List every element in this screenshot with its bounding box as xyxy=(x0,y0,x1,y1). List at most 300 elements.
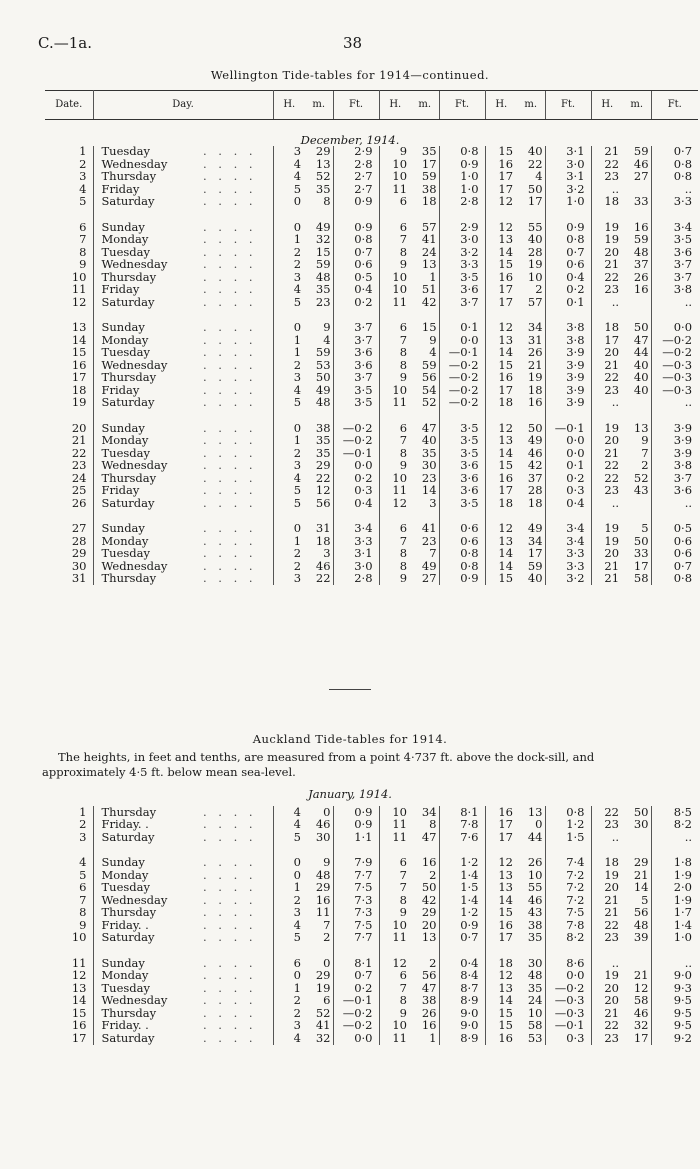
date-cell: 10 xyxy=(45,932,93,945)
tide-minute: 48 xyxy=(315,869,331,882)
tide-hour: 13 xyxy=(498,535,514,548)
tide-minute: 39 xyxy=(633,931,649,944)
auckland-month-heading: January, 1914. xyxy=(308,787,392,801)
tide-height: 7·5 xyxy=(545,907,591,920)
tide-minute: 41 xyxy=(315,1019,331,1032)
tide-hour: 4 xyxy=(293,1032,301,1045)
tide-minute: 33 xyxy=(633,195,649,208)
tide-hour: 7 xyxy=(399,869,407,882)
tide-height: 2·7 xyxy=(333,183,379,196)
leader-dots: . . . . xyxy=(201,919,273,932)
group-spacer xyxy=(45,510,698,523)
tide-row xyxy=(45,869,698,882)
tide-minute: 55 xyxy=(527,881,543,894)
tide-minute: 56 xyxy=(315,497,331,510)
tide-height: 3·6 xyxy=(651,246,698,259)
tide-height: 0·8 xyxy=(545,234,591,247)
tide-minute: 41 xyxy=(421,522,437,535)
tide-height: 1·1 xyxy=(333,831,379,844)
tide-hour: 4 xyxy=(293,919,301,932)
day-cell: Tuesday xyxy=(101,881,150,894)
tide-row xyxy=(45,857,698,870)
tide-minute: 19 xyxy=(315,982,331,995)
tide-height: 3·6 xyxy=(333,347,379,360)
tide-hour: 7 xyxy=(399,233,408,246)
tide-minute: 4 xyxy=(323,334,331,347)
tide-hour: 11 xyxy=(392,1032,407,1045)
tide-height: 0·8 xyxy=(439,560,485,573)
tide-hour: 22 xyxy=(604,371,620,384)
tide-height: 0·6 xyxy=(439,523,485,536)
tide-height: .. xyxy=(651,957,698,970)
day-cell: Sunday xyxy=(101,221,145,234)
tide-minute: 48 xyxy=(633,246,649,259)
tide-hour: 11 xyxy=(392,396,408,409)
tide-height: 0·0 xyxy=(545,435,591,448)
leader-dots: . . . . xyxy=(201,158,273,171)
day-cell: Wednesday xyxy=(101,258,168,271)
tide-height: 0·4 xyxy=(439,957,485,970)
tide-height: —0·2 xyxy=(545,982,591,995)
tide-hour: 12 xyxy=(498,969,513,982)
tide-height: 0·2 xyxy=(545,284,591,297)
tide-minute: 58 xyxy=(527,1019,543,1032)
tide-height: 3·7 xyxy=(651,259,698,272)
tide-hour: 2 xyxy=(293,258,302,271)
tide-row xyxy=(45,359,698,372)
date-cell: 14 xyxy=(45,995,93,1008)
day-cell: Friday. . xyxy=(101,919,149,932)
day-cell: Tuesday xyxy=(101,246,150,259)
tide-height: 7·2 xyxy=(545,869,591,882)
day-cell: Friday xyxy=(101,283,140,296)
tide-hour: 10 xyxy=(392,1019,407,1032)
leader-dots: . . . . xyxy=(201,171,273,184)
tide-height: 8·2 xyxy=(651,819,698,832)
tide-hour: 1 xyxy=(293,535,302,548)
tide-hour: 21 xyxy=(604,145,620,158)
leader-dots: . . . . xyxy=(201,1032,273,1045)
tide-height: 0·5 xyxy=(651,523,698,536)
tide-height: —0·2 xyxy=(333,422,379,435)
tide-minute: 6 xyxy=(323,994,331,1007)
tide-hour: 13 xyxy=(498,434,514,447)
tide-height: 3·0 xyxy=(439,234,485,247)
date-cell: 13 xyxy=(45,982,93,995)
tide-minute: 31 xyxy=(527,334,543,347)
tide-hour: 15 xyxy=(498,145,514,158)
tide-hour: 10 xyxy=(392,384,408,397)
tide-minute: 48 xyxy=(315,396,331,409)
tide-height: 1·2 xyxy=(439,857,485,870)
tide-minute: 18 xyxy=(527,384,543,397)
tide-hour: .. xyxy=(611,831,619,844)
tide-minute: 35 xyxy=(315,447,331,460)
tide-height: 2·7 xyxy=(333,171,379,184)
tide-minute: 50 xyxy=(527,183,543,196)
col-h-header: H. xyxy=(591,91,623,120)
tide-height: 0·9 xyxy=(333,196,379,209)
tide-height: 1·8 xyxy=(651,857,698,870)
tide-height: 0·9 xyxy=(333,806,379,819)
day-cell: Monday xyxy=(101,434,149,447)
tide-height: 3·7 xyxy=(333,372,379,385)
tide-hour: 9 xyxy=(399,145,408,158)
day-cell: Monday xyxy=(101,233,149,246)
tide-hour: 0 xyxy=(293,221,302,234)
tide-hour: 19 xyxy=(604,969,619,982)
tide-minute: 26 xyxy=(633,271,649,284)
tide-row xyxy=(45,1032,698,1045)
tide-minute: 52 xyxy=(421,396,437,409)
tide-height: 7·3 xyxy=(333,907,379,920)
tide-hour: 15 xyxy=(498,906,513,919)
col-day-header: Day. xyxy=(93,91,273,120)
tide-minute: 49 xyxy=(527,434,543,447)
day-cell: Saturday xyxy=(101,396,155,409)
leader-dots: . . . . xyxy=(201,894,273,907)
tide-height: —0·3 xyxy=(651,384,698,397)
tide-hour: 2 xyxy=(293,894,301,907)
day-cell: Wednesday xyxy=(101,359,168,372)
tide-minute: 19 xyxy=(527,258,543,271)
tide-row xyxy=(45,548,698,561)
leader-dots: . . . . xyxy=(201,435,273,448)
tide-minute: 48 xyxy=(527,969,543,982)
tide-minute xyxy=(623,497,651,510)
tide-hour: 23 xyxy=(604,283,620,296)
tide-height: 7·8 xyxy=(545,919,591,932)
tide-hour: 17 xyxy=(498,170,514,183)
tide-minute: 23 xyxy=(315,296,331,309)
tide-hour: 14 xyxy=(498,447,514,460)
tide-hour: 18 xyxy=(498,396,514,409)
tide-height: 9·5 xyxy=(651,1007,698,1020)
tide-minute: 32 xyxy=(633,1019,649,1032)
tide-minute: 37 xyxy=(633,258,649,271)
tide-hour: 15 xyxy=(498,1007,513,1020)
tide-height: 0·3 xyxy=(545,485,591,498)
col-h-header: H. xyxy=(485,91,517,120)
day-cell: Wednesday xyxy=(101,560,168,573)
tide-row xyxy=(45,806,698,819)
tide-hour: 7 xyxy=(399,881,407,894)
tide-hour: 0 xyxy=(293,969,301,982)
tide-height: —0·2 xyxy=(439,397,485,410)
tide-hour: 10 xyxy=(392,158,408,171)
tide-height: 9·0 xyxy=(439,1020,485,1033)
tide-minute: 17 xyxy=(421,158,437,171)
tide-height: 0·6 xyxy=(545,259,591,272)
date-cell: 24 xyxy=(45,472,93,485)
date-cell: 4 xyxy=(45,857,93,870)
tide-hour: 4 xyxy=(293,170,302,183)
tide-height: 3·7 xyxy=(333,322,379,335)
tide-height: 1·0 xyxy=(545,196,591,209)
tide-row xyxy=(45,372,698,385)
tide-minute: 46 xyxy=(527,894,543,907)
tide-height: 7·6 xyxy=(439,831,485,844)
tide-height: 0·0 xyxy=(333,460,379,473)
group-spacer xyxy=(45,409,698,422)
tide-height: 8·7 xyxy=(439,982,485,995)
tide-hour: 22 xyxy=(604,1019,619,1032)
tide-minute: 0 xyxy=(535,818,543,831)
tide-height: 0·7 xyxy=(333,246,379,259)
tide-height: 0·3 xyxy=(333,485,379,498)
tide-row xyxy=(45,497,698,510)
tide-hour: 21 xyxy=(604,560,620,573)
tide-minute: 34 xyxy=(421,806,437,819)
tide-height: 3·3 xyxy=(545,560,591,573)
tide-hour: 16 xyxy=(498,472,514,485)
tide-minute: 13 xyxy=(527,806,543,819)
tide-minute: 19 xyxy=(527,371,543,384)
tide-hour: 0 xyxy=(293,522,302,535)
tide-minute: 40 xyxy=(527,233,543,246)
day-cell: Tuesday xyxy=(101,447,150,460)
tide-minute: 49 xyxy=(527,522,543,535)
tide-hour: 21 xyxy=(604,447,620,460)
tide-height: 3·2 xyxy=(545,573,591,586)
date-cell: 1 xyxy=(45,806,93,819)
tide-minute: 46 xyxy=(527,447,543,460)
tide-height: 0·0 xyxy=(333,1032,379,1045)
tide-minute: 29 xyxy=(633,856,649,869)
wellington-month-heading: December, 1914. xyxy=(300,133,400,147)
leader-dots: . . . . xyxy=(201,359,273,372)
tide-hour: 1 xyxy=(293,233,302,246)
tide-height: 3·7 xyxy=(333,334,379,347)
tide-minute: 29 xyxy=(315,969,331,982)
tide-hour: 12 xyxy=(392,957,407,970)
tide-minute: 59 xyxy=(315,258,331,271)
date-cell: 5 xyxy=(45,869,93,882)
tide-hour: 21 xyxy=(604,1007,619,1020)
leader-dots: . . . . xyxy=(201,259,273,272)
tide-row xyxy=(45,919,698,932)
day-cell: Sunday xyxy=(101,957,145,970)
tide-minute: 51 xyxy=(421,283,437,296)
tide-minute: 43 xyxy=(527,906,543,919)
tide-hour: 9 xyxy=(399,258,408,271)
tide-minute: 4 xyxy=(429,346,437,359)
tide-minute xyxy=(623,296,651,309)
tide-minute: 59 xyxy=(421,359,437,372)
tide-height: 3·6 xyxy=(439,472,485,485)
document-code: C.—1a. xyxy=(38,34,92,52)
tide-minute: 32 xyxy=(315,1032,331,1045)
tide-row xyxy=(45,523,698,536)
tide-hour: 17 xyxy=(498,484,514,497)
tide-hour: 21 xyxy=(604,359,620,372)
tide-minute: 9 xyxy=(641,434,649,447)
day-cell: Tuesday xyxy=(101,346,150,359)
tide-minute: 42 xyxy=(421,296,437,309)
tide-hour: 9 xyxy=(399,572,408,585)
day-cell: Tuesday xyxy=(101,145,150,158)
tide-hour: 9 xyxy=(399,459,408,472)
day-cell: Thursday xyxy=(101,472,157,485)
tide-row xyxy=(45,384,698,397)
tide-height: 0·0 xyxy=(651,322,698,335)
tide-minute: 35 xyxy=(315,434,331,447)
leader-dots: . . . . xyxy=(201,183,273,196)
tide-hour: 4 xyxy=(293,818,301,831)
day-cell: Thursday xyxy=(101,170,157,183)
tide-hour: 9 xyxy=(399,906,407,919)
leader-dots: . . . . xyxy=(201,146,273,159)
tide-height: .. xyxy=(651,497,698,510)
tide-hour: 5 xyxy=(293,296,302,309)
date-cell: 8 xyxy=(45,246,93,259)
tide-row xyxy=(45,894,698,907)
tide-height: 3·0 xyxy=(545,158,591,171)
tide-height: 7·9 xyxy=(333,857,379,870)
tide-minute: 22 xyxy=(315,572,331,585)
tide-row xyxy=(45,422,698,435)
tide-minute: 17 xyxy=(633,1032,649,1045)
tide-minute: 16 xyxy=(421,856,437,869)
tide-height: 0·2 xyxy=(545,472,591,485)
col-h-header: H. xyxy=(273,91,305,120)
tide-height: 3·9 xyxy=(545,397,591,410)
tide-height: 0·3 xyxy=(545,1032,591,1045)
tide-minute: 9 xyxy=(429,334,437,347)
tide-minute: 48 xyxy=(315,271,331,284)
leader-dots: . . . . xyxy=(201,397,273,410)
tide-row xyxy=(45,221,698,234)
tide-hour: 8 xyxy=(399,359,408,372)
tide-height: 0·7 xyxy=(651,146,698,159)
date-cell: 16 xyxy=(45,359,93,372)
tide-hour: 23 xyxy=(604,818,619,831)
tide-minute: 9 xyxy=(323,856,331,869)
tide-hour: 2 xyxy=(293,447,302,460)
tide-hour: 1 xyxy=(293,434,302,447)
date-cell: 6 xyxy=(45,221,93,234)
tide-minute: 42 xyxy=(421,894,437,907)
tide-hour: 3 xyxy=(293,906,301,919)
tide-hour: 0 xyxy=(293,856,301,869)
tide-hour: 22 xyxy=(604,472,620,485)
tide-minute: 56 xyxy=(633,906,649,919)
leader-dots: . . . . xyxy=(201,819,273,832)
tide-hour: 16 xyxy=(498,371,514,384)
tide-height: 7·4 xyxy=(545,857,591,870)
section-divider xyxy=(329,689,371,690)
day-cell: Friday xyxy=(101,484,140,497)
date-cell: 7 xyxy=(45,234,93,247)
tide-minute: 17 xyxy=(633,560,649,573)
day-cell: Thursday xyxy=(101,271,157,284)
tide-minute: 50 xyxy=(315,371,331,384)
date-cell: 17 xyxy=(45,1032,93,1045)
tide-height: 7·8 xyxy=(439,819,485,832)
tide-row xyxy=(45,322,698,335)
tide-height: 0·9 xyxy=(333,819,379,832)
tide-height: 3·4 xyxy=(651,221,698,234)
tide-minute: 56 xyxy=(421,969,437,982)
leader-dots: . . . . xyxy=(201,447,273,460)
day-cell: Saturday xyxy=(101,296,155,309)
tide-minute: 16 xyxy=(315,894,331,907)
tide-minute: 47 xyxy=(421,831,437,844)
leader-dots: . . . . xyxy=(201,347,273,360)
tide-height: 3·5 xyxy=(439,435,485,448)
tide-height: 9·2 xyxy=(651,1032,698,1045)
tide-height: 3·2 xyxy=(439,246,485,259)
leader-dots: . . . . xyxy=(201,422,273,435)
tide-hour: 0 xyxy=(293,195,302,208)
tide-row xyxy=(45,334,698,347)
tide-height: 9·0 xyxy=(651,970,698,983)
tide-height: 0·6 xyxy=(333,259,379,272)
tide-minute: 50 xyxy=(527,422,543,435)
tide-hour: 19 xyxy=(604,522,620,535)
tide-row xyxy=(45,957,698,970)
tide-hour: 3 xyxy=(293,145,302,158)
tide-hour: 3 xyxy=(293,271,302,284)
tide-hour: 19 xyxy=(604,233,620,246)
tide-minute: 4 xyxy=(535,170,543,183)
tide-hour: 4 xyxy=(293,283,302,296)
tide-height: 2·0 xyxy=(651,882,698,895)
leader-dots: . . . . xyxy=(201,485,273,498)
tide-hour: 3 xyxy=(293,1019,301,1032)
tide-hour: 22 xyxy=(604,919,619,932)
tide-minute: 8 xyxy=(323,195,331,208)
tide-height: 8·9 xyxy=(439,995,485,1008)
tide-hour: 15 xyxy=(498,258,514,271)
tide-minute: 40 xyxy=(633,359,649,372)
tide-row xyxy=(45,460,698,473)
tide-height: 0·2 xyxy=(333,472,379,485)
tide-height: 0·9 xyxy=(333,221,379,234)
auckland-tide-table xyxy=(45,806,698,1045)
leader-dots: . . . . xyxy=(201,932,273,945)
tide-row xyxy=(45,970,698,983)
tide-minute: 57 xyxy=(421,221,437,234)
day-cell: Saturday xyxy=(101,497,155,510)
tide-row xyxy=(45,907,698,920)
tide-height: —0·2 xyxy=(439,359,485,372)
tide-height: 1·4 xyxy=(651,919,698,932)
tide-minute: 27 xyxy=(421,572,437,585)
tide-minute: 52 xyxy=(315,1007,331,1020)
tide-minute: 11 xyxy=(315,906,331,919)
day-cell: Saturday xyxy=(101,195,155,208)
page-number: 38 xyxy=(343,34,363,52)
date-cell: 3 xyxy=(45,831,93,844)
tide-hour: 2 xyxy=(293,1007,301,1020)
date-cell: 25 xyxy=(45,485,93,498)
tide-hour: 17 xyxy=(604,334,620,347)
tide-hour: 0 xyxy=(293,321,302,334)
tide-hour: 11 xyxy=(392,931,407,944)
tide-row xyxy=(45,560,698,573)
col-m-header: m. xyxy=(305,91,333,120)
tide-hour: 4 xyxy=(293,472,302,485)
tide-hour: 23 xyxy=(604,384,620,397)
tide-minute: 32 xyxy=(315,233,331,246)
wellington-title: Wellington Tide-tables for 1914—continued. xyxy=(210,68,490,82)
tide-height: 0·5 xyxy=(333,271,379,284)
tide-height: 3·4 xyxy=(333,523,379,536)
tide-hour: 2 xyxy=(293,359,302,372)
tide-minute: 1 xyxy=(429,1032,437,1045)
tide-height: 3·9 xyxy=(651,422,698,435)
